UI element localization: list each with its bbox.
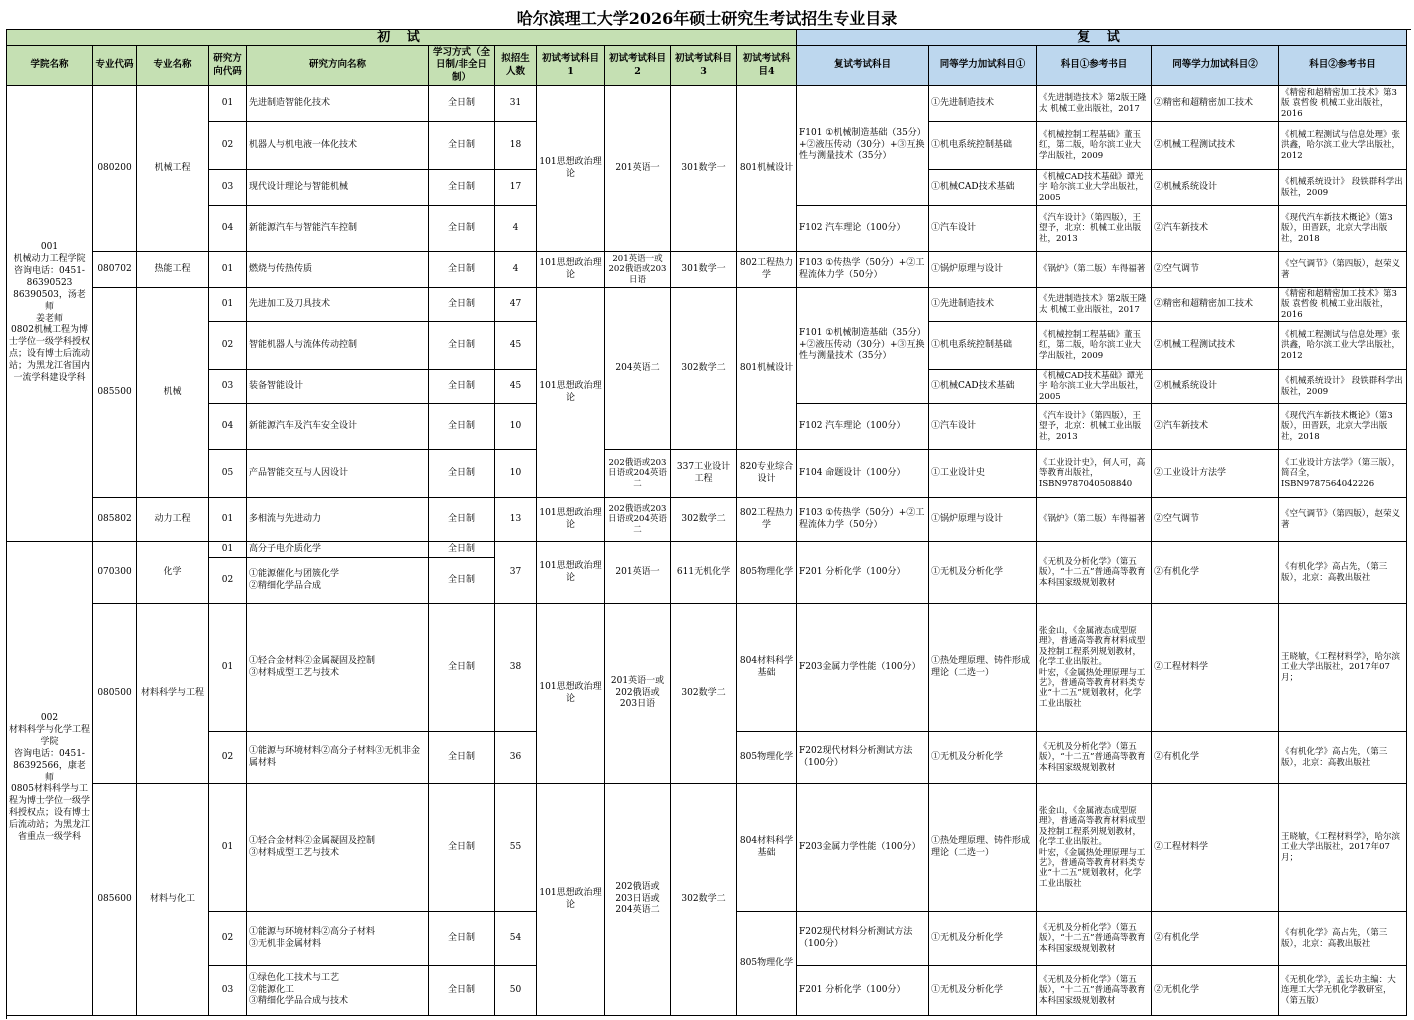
extra-subject-2: ②汽车新技术 (1152, 404, 1279, 450)
enrollment-count: 38 (495, 604, 537, 732)
subject-4: 820专业综合设计 (737, 450, 797, 498)
reference-book-1: 张金山，《金属液态成型原理》，普通高等教育材料成型及控制工程系列规划教材，化学工业出版社。 叶宏，《金属热处理原理与工艺》，普通高等教育材料类专业“十二五”规划教材，化学工业出版社 (1037, 784, 1152, 912)
subject-1: 101思想政治理论 (537, 252, 605, 288)
study-mode: 全日制 (429, 604, 495, 732)
direction-code: 04 (209, 404, 247, 450)
page-title: 哈尔滨理工大学2026年硕士研究生考试招生专业目录 (516, 9, 898, 28)
reference-book-1: 《汽车设计》（第四版），王望予，北京：机械工业出版社，2013 (1037, 206, 1152, 252)
major-code: 085802 (93, 498, 137, 542)
enrollment-count: 31 (495, 86, 537, 122)
extra-subject-1: ①机械CAD技术基础 (929, 370, 1037, 404)
extra-subject-2: ②工程材料学 (1152, 604, 1279, 732)
enrollment-count: 4 (495, 252, 537, 288)
direction-code: 01 (209, 498, 247, 542)
extra-subject-2: ②机械系统设计 (1152, 370, 1279, 404)
header-extra-2: 同等学力加试科目② (1152, 46, 1279, 86)
reference-book-2: 《机械工程测试与信息处理》张洪鑫，哈尔滨工业大学出版社，2012 (1279, 122, 1407, 170)
subject-3: 611无机化学 (671, 542, 737, 604)
study-mode: 全日制 (429, 206, 495, 252)
extra-subject-2: ②精密和超精密加工技术 (1152, 288, 1279, 322)
subject-2: 201英语一 (605, 542, 671, 604)
study-mode: 全日制 (429, 732, 495, 784)
college-002: 002 材料科学与化学工程学院 咨询电话：0451-86392566，康老师 0805材料科学与工程为博士学位一级学科授权点；设有博士后流动站；为黑龙江省重点一级学科 (7, 542, 93, 1016)
enrollment-count: 36 (495, 732, 537, 784)
subject-4: 801机械设计 (737, 86, 797, 252)
direction-name: 装备智能设计 (247, 370, 429, 404)
extra-subject-1: ①无机及分析化学 (929, 732, 1037, 784)
extra-subject-1: ①锅炉原理与设计 (929, 498, 1037, 542)
direction-code: 01 (209, 288, 247, 322)
direction-code: 05 (209, 450, 247, 498)
extra-subject-1: ①热处理原理、铸件形成理论（二选一） (929, 604, 1037, 732)
enrollment-count: 50 (495, 966, 537, 1016)
direction-code: 02 (209, 558, 247, 604)
reference-book-2: 王晓敏，《工程材料学》，哈尔滨工业大学出版社，2017年07月； (1279, 784, 1407, 912)
header-subject-1: 初试考试科目1 (537, 46, 605, 86)
study-mode: 全日制 (429, 252, 495, 288)
study-mode: 全日制 (429, 370, 495, 404)
subject-1: 101思想政治理论 (537, 542, 605, 604)
subject-4: 805物理化学 (737, 912, 797, 1016)
direction-name: 现代设计理论与智能机械 (247, 170, 429, 206)
header-retest-subject: 复试考试科目 (797, 46, 929, 86)
college-001: 001 机械动力工程学院 咨询电话：0451-86390523 86390503，汤老师 姜老师 0802机械工程为博士学位一级学科授权点；设有博士后流动站；为黑龙江省国内一流学科建设学科 (7, 86, 93, 542)
direction-code: 03 (209, 370, 247, 404)
study-mode: 全日制 (429, 784, 495, 912)
enrollment-count: 4 (495, 206, 537, 252)
extra-subject-2: ②无机化学 (1152, 966, 1279, 1016)
extra-subject-1: ①机电系统控制基础 (929, 322, 1037, 370)
extra-subject-1: ①机电系统控制基础 (929, 122, 1037, 170)
study-mode: 全日制 (429, 86, 495, 122)
subject-2: 201英语一或202俄语或203日语 (605, 604, 671, 784)
study-mode: 全日制 (429, 966, 495, 1016)
direction-name: 多相流与先进动力 (247, 498, 429, 542)
reference-book-1: 《锅炉》（第二版）车得福著 (1037, 498, 1152, 542)
extra-subject-2: ②汽车新技术 (1152, 206, 1279, 252)
extra-subject-1: ①锅炉原理与设计 (929, 252, 1037, 288)
enrollment-count: 45 (495, 322, 537, 370)
reference-book-1: 《机械控制工程基础》董玉红，第二版，哈尔滨工业大学出版社，2009 (1037, 322, 1152, 370)
extra-subject-2: ②工业设计方法学 (1152, 450, 1279, 498)
direction-name: 先进加工及刀具技术 (247, 288, 429, 322)
major-code: 070300 (93, 542, 137, 604)
subject-1: 101思想政治理论 (537, 784, 605, 1016)
direction-name: 智能机器人与流体传动控制 (247, 322, 429, 370)
enrollment-count: 37 (495, 542, 537, 604)
header-subject-4: 初试考试科目4 (737, 46, 797, 86)
study-mode: 全日制 (429, 542, 495, 558)
subject-3: 302数学二 (671, 288, 737, 450)
header-subject-3: 初试考试科目3 (671, 46, 737, 86)
direction-name: 产品智能交互与人因设计 (247, 450, 429, 498)
extra-subject-1: ①先进制造技术 (929, 288, 1037, 322)
extra-subject-1: ①无机及分析化学 (929, 966, 1037, 1016)
study-mode: 全日制 (429, 322, 495, 370)
direction-name: ①能源与环境材料②高分子材料 ③无机非金属材料 (247, 912, 429, 966)
direction-code: 04 (209, 206, 247, 252)
retest-subject: F203金属力学性能（100分） (797, 604, 929, 732)
reference-book-2: 《有机化学》高占先，（第三版），北京：高教出版社 (1279, 542, 1407, 604)
major-code: 080702 (93, 252, 137, 288)
subject-1: 101思想政治理论 (537, 604, 605, 784)
retest-subject: F202现代材料分析测试方法（100分） (797, 912, 929, 966)
study-mode: 全日制 (429, 404, 495, 450)
extra-subject-2: ②机械工程测试技术 (1152, 322, 1279, 370)
extra-subject-2: ②机械系统设计 (1152, 170, 1279, 206)
extra-subject-1: ①汽车设计 (929, 404, 1037, 450)
direction-name: ①能源与环境材料②高分子材料③无机非金属材料 (247, 732, 429, 784)
extra-subject-2: ②有机化学 (1152, 912, 1279, 966)
major-code: 085600 (93, 784, 137, 1016)
header-major-name: 专业名称 (137, 46, 209, 86)
retest-subject: F201 分析化学（100分） (797, 966, 929, 1016)
direction-code: 01 (209, 252, 247, 288)
subject-4: 804材料科学基础 (737, 604, 797, 732)
reference-book-2: 《有机化学》高占先，（第三版），北京：高教出版社 (1279, 732, 1407, 784)
retest-subject: F103 ①传热学（50分）+②工程流体力学（50分） (797, 498, 929, 542)
extra-subject-2: ②有机化学 (1152, 732, 1279, 784)
subject-2: 202俄语或203日语或204英语二 (605, 450, 671, 498)
enrollment-count: 13 (495, 498, 537, 542)
enrollment-count: 45 (495, 370, 537, 404)
reference-book-1: 《无机及分析化学》（第五版），“十二五”普通高等教育本科国家级规划教材 (1037, 732, 1152, 784)
reference-book-1: 《先进制造技术》第2版王隆太 机械工业出版社，2017 (1037, 86, 1152, 122)
reference-book-1: 《锅炉》（第二版）车得福著 (1037, 252, 1152, 288)
reference-book-2: 《无机化学》，孟长功主编：大连理工大学无机化学教研室，（第五版） (1279, 966, 1407, 1016)
header-direction-code: 研究方向代码 (209, 46, 247, 86)
subject-3: 337工业设计工程 (671, 450, 737, 498)
direction-name: 新能源汽车与智能汽车控制 (247, 206, 429, 252)
subject-1: 101思想政治理论 (537, 288, 605, 498)
extra-subject-2: ②机械工程测试技术 (1152, 122, 1279, 170)
subject-2: 202俄语或203日语或204英语二 (605, 784, 671, 1016)
study-mode: 全日制 (429, 912, 495, 966)
extra-subject-2: ②空气调节 (1152, 252, 1279, 288)
section-initial: 初 试 (7, 30, 797, 46)
subject-2: 202俄语或203日语或204英语二 (605, 498, 671, 542)
direction-name: ①绿色化工技术与工艺 ②能源化工 ③精细化学品合成与技术 (247, 966, 429, 1016)
enrollment-count: 10 (495, 450, 537, 498)
reference-book-1: 《汽车设计》（第四版），王望予，北京：机械工业出版社，2013 (1037, 404, 1152, 450)
reference-book-2: 《机械系统设计》 段铁群科学出版社，2009 (1279, 370, 1407, 404)
direction-code: 01 (209, 604, 247, 732)
study-mode: 全日制 (429, 450, 495, 498)
major-code: 080500 (93, 604, 137, 784)
direction-code: 02 (209, 122, 247, 170)
catalog-table (6, 29, 1411, 1019)
reference-book-1: 《工业设计史》，何人可，高等教育出版社，ISBN9787040508840 (1037, 450, 1152, 498)
direction-code: 02 (209, 322, 247, 370)
major-name: 机械工程 (137, 86, 209, 252)
subject-3: 302数学二 (671, 498, 737, 542)
reference-book-1: 《机械CAD技术基础》谭光宇 哈尔滨工业大学出版社，2005 (1037, 170, 1152, 206)
reference-book-1: 《无机及分析化学》（第五版），“十二五”普通高等教育本科国家级规划教材 (1037, 912, 1152, 966)
extra-subject-1: ①无机及分析化学 (929, 542, 1037, 604)
study-mode: 全日制 (429, 170, 495, 206)
reference-book-2: 《有机化学》高占先，（第三版），北京：高教出版社 (1279, 912, 1407, 966)
subject-2: 201英语一或202俄语或203日语 (605, 252, 671, 288)
reference-book-2: 《空气调节》（第四版），赵荣义著 (1279, 498, 1407, 542)
reference-book-1: 《无机及分析化学》（第五版），“十二五”普通高等教育本科国家级规划教材 (1037, 542, 1152, 604)
retest-subject: F203金属力学性能（100分） (797, 784, 929, 912)
reference-book-1: 《机械控制工程基础》董玉红，第二版，哈尔滨工业大学出版社，2009 (1037, 122, 1152, 170)
extra-subject-2: ②空气调节 (1152, 498, 1279, 542)
header-enrollment: 拟招生人数 (495, 46, 537, 86)
major-name: 材料科学与工程 (137, 604, 209, 784)
reference-book-2: 《机械工程测试与信息处理》张洪鑫，哈尔滨工业大学出版社，2012 (1279, 322, 1407, 370)
direction-code: 03 (209, 170, 247, 206)
direction-code: 01 (209, 86, 247, 122)
study-mode: 全日制 (429, 288, 495, 322)
extra-subject-1: ①无机及分析化学 (929, 912, 1037, 966)
header-college: 学院名称 (7, 46, 93, 86)
subject-4: 805物理化学 (737, 542, 797, 604)
subject-3: 302数学二 (671, 604, 737, 784)
header-extra-1: 同等学力加试科目① (929, 46, 1037, 86)
direction-name: 燃烧与传热传质 (247, 252, 429, 288)
reference-book-2: 《现代汽车新技术概论》（第3版），田晋跃，北京大学出版社，2018 (1279, 206, 1407, 252)
direction-name: ①轻合金材料②金属凝固及控制 ③材料成型工艺与技术 (247, 604, 429, 732)
subject-4: 802工程热力学 (737, 252, 797, 288)
subject-3: 301数学一 (671, 86, 737, 252)
reference-book-2: 《现代汽车新技术概论》（第3版），田晋跃，北京大学出版社，2018 (1279, 404, 1407, 450)
direction-name: 高分子电介质化学 (247, 542, 429, 558)
header-books-2: 科目②参考书目 (1279, 46, 1407, 86)
retest-subject: F202现代材料分析测试方法（100分） (797, 732, 929, 784)
major-name: 热能工程 (137, 252, 209, 288)
reference-book-1: 《先进制造技术》第2版王隆太 机械工业出版社，2017 (1037, 288, 1152, 322)
reference-book-2: 《精密和超精密加工技术》第3版 袁哲俊 机械工业出版社，2016 (1279, 86, 1407, 122)
extra-subject-2: ②有机化学 (1152, 542, 1279, 604)
subject-1: 101思想政治理论 (537, 86, 605, 252)
retest-subject: F103 ①传热学（50分）+②工程流体力学（50分） (797, 252, 929, 288)
subject-3: 302数学二 (671, 784, 737, 1016)
direction-code: 02 (209, 732, 247, 784)
enrollment-count: 10 (495, 404, 537, 450)
major-name: 材料与化工 (137, 784, 209, 1016)
direction-code: 01 (209, 542, 247, 558)
subject-2: 204英语二 (605, 288, 671, 450)
section-retest: 复 试 (797, 30, 1407, 46)
enrollment-count: 17 (495, 170, 537, 206)
subject-4: 801机械设计 (737, 288, 797, 450)
enrollment-count: 55 (495, 784, 537, 912)
extra-subject-2: ②精密和超精密加工技术 (1152, 86, 1279, 122)
reference-book-1: 《机械CAD技术基础》谭光宇 哈尔滨工业大学出版社，2005 (1037, 370, 1152, 404)
major-code: 080200 (93, 86, 137, 252)
header-major-code: 专业代码 (93, 46, 137, 86)
direction-name: 先进制造智能化技术 (247, 86, 429, 122)
retest-subject: F101 ①机械制造基础（35分）+②液压传动（30分）+③互换性与测量技术（35分） (797, 288, 929, 404)
subject-4: 802工程热力学 (737, 498, 797, 542)
direction-name: ①轻合金材料②金属凝固及控制 ③材料成型工艺与技术 (247, 784, 429, 912)
enrollment-count: 54 (495, 912, 537, 966)
subject-4: 804材料科学基础 (737, 784, 797, 912)
major-code: 085500 (93, 288, 137, 498)
major-name: 动力工程 (137, 498, 209, 542)
subject-2: 201英语一 (605, 86, 671, 252)
enrollment-count: 47 (495, 288, 537, 322)
retest-subject: F101 ①机械制造基础（35分）+②液压传动（30分）+③互换性与测量技术（35分） (797, 86, 929, 206)
reference-book-2: 《机械系统设计》 段铁群科学出版社，2009 (1279, 170, 1407, 206)
major-name: 化学 (137, 542, 209, 604)
study-mode: 全日制 (429, 122, 495, 170)
retest-subject: F201 分析化学（100分） (797, 542, 929, 604)
extra-subject-1: ①热处理原理、铸件形成理论（二选一） (929, 784, 1037, 912)
direction-name: ①能源催化与团簇化学 ②精细化学品合成 (247, 558, 429, 604)
extra-subject-1: ①先进制造技术 (929, 86, 1037, 122)
reference-book-1: 张金山，《金属液态成型原理》，普通高等教育材料成型及控制工程系列规划教材，化学工业出版社。 叶宏，《金属热处理原理与工艺》，普通高等教育材料类专业“十二五”规划教材，化学工业出版社 (1037, 604, 1152, 732)
reference-book-1: 《无机及分析化学》（第五版），“十二五”普通高等教育本科国家级规划教材 (1037, 966, 1152, 1016)
subject-3: 301数学一 (671, 252, 737, 288)
header-subject-2: 初试考试科目2 (605, 46, 671, 86)
extra-subject-1: ①机械CAD技术基础 (929, 170, 1037, 206)
direction-name: 新能源汽车及汽车安全设计 (247, 404, 429, 450)
header-study-mode: 学习方式（全日制/非全日制） (429, 46, 495, 86)
major-name: 机械 (137, 288, 209, 498)
retest-subject: F102 汽车理论（100分） (797, 206, 929, 252)
extra-subject-2: ②工程材料学 (1152, 784, 1279, 912)
study-mode: 全日制 (429, 498, 495, 542)
reference-book-2: 王晓敏，《工程材料学》，哈尔滨工业大学出版社，2017年07月； (1279, 604, 1407, 732)
direction-code: 03 (209, 966, 247, 1016)
reference-book-2: 《工业设计方法学》（第三版），简召全，ISBN9787564042226 (1279, 450, 1407, 498)
reference-book-2: 《空气调节》（第四版），赵荣义著 (1279, 252, 1407, 288)
direction-name: 机器人与机电液一体化技术 (247, 122, 429, 170)
reference-book-2: 《精密和超精密加工技术》第3版 袁哲俊 机械工业出版社，2016 (1279, 288, 1407, 322)
direction-code: 01 (209, 784, 247, 912)
retest-subject: F104 命题设计（100分） (797, 450, 929, 498)
header-books-1: 科目①参考书目 (1037, 46, 1152, 86)
header-direction-name: 研究方向名称 (247, 46, 429, 86)
subject-1: 101思想政治理论 (537, 498, 605, 542)
subject-4: 805物理化学 (737, 732, 797, 784)
enrollment-count: 18 (495, 122, 537, 170)
study-mode: 全日制 (429, 558, 495, 604)
extra-subject-1: ①汽车设计 (929, 206, 1037, 252)
retest-subject: F102 汽车理论（100分） (797, 404, 929, 450)
extra-subject-1: ①工业设计史 (929, 450, 1037, 498)
direction-code: 02 (209, 912, 247, 966)
